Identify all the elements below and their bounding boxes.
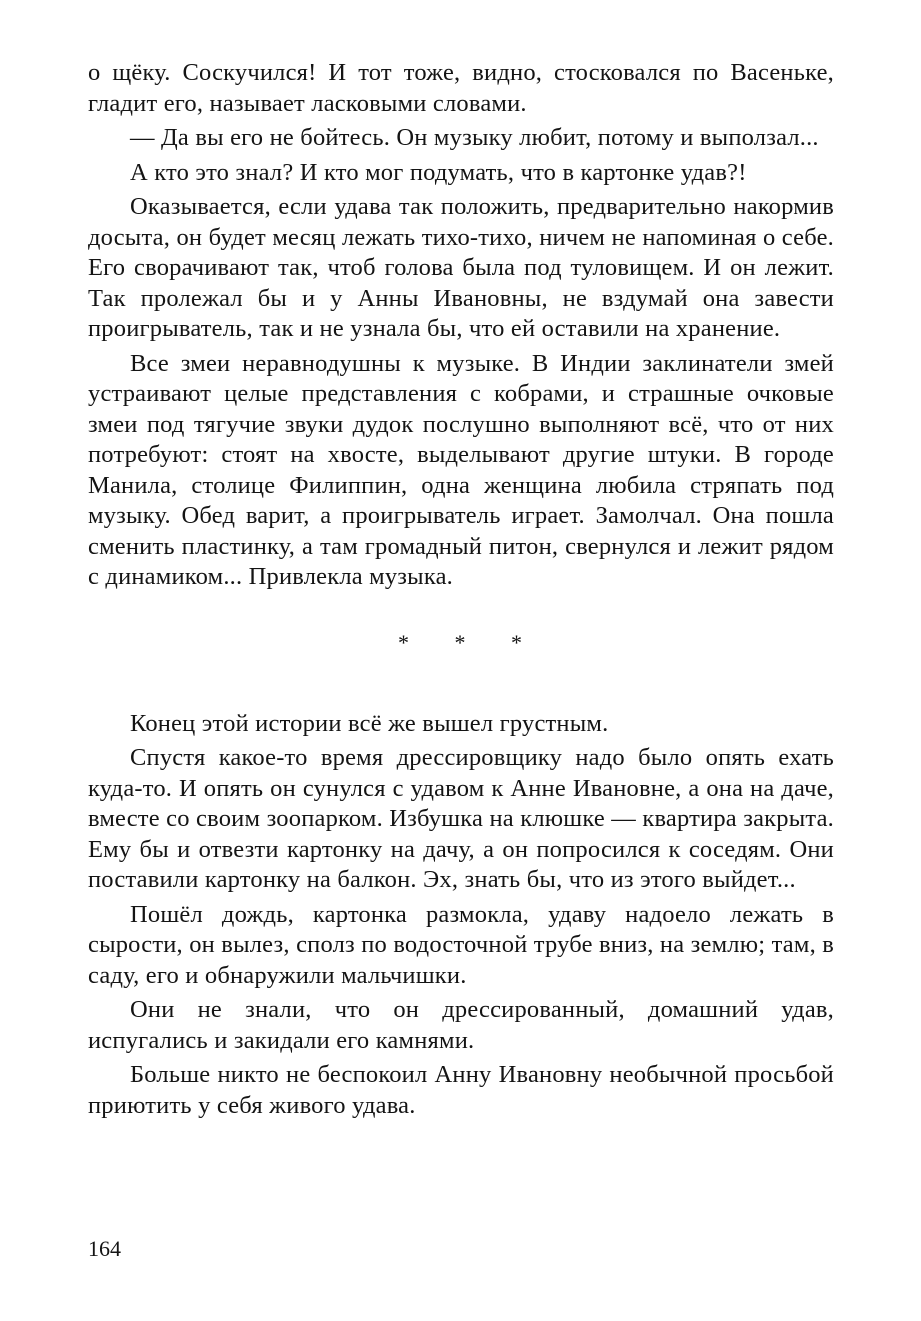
- paragraph: Они не знали, что он дрессированный, домашний удав, испугались и закидали его камнями.: [88, 996, 834, 1054]
- paragraph: А кто это знал? И кто мог подумать, что в картонке удав?!: [130, 158, 747, 186]
- paragraph: Все змеи неравнодушны к музыке. В Индии заклинатели змей устраивают целые представления с кобрами, и страшные очковые змеи под тягучие звуки дудок послушно выполняют всё, что от них потребуют: стоят на хвосте, выделывают другие штуки. В городе Манила, столице Филиппин, одна женщина любила стряпать под музыку. Обед варит, а проигрыватель играет. Замолчал. Она пошла сменить пластинку, а там громадный питон, свернулся и лежит рядом с динамиком... Привлекла музыка.: [88, 349, 834, 590]
- paragraph: Спустя какое-то время дрессировщику надо было опять ехать куда-то. И опять он сунулся с удавом к Анне Ивановне, а она на даче, вместе со своим зоопарком. Избушка на клюшке — квартира закрыта. Ему бы и отвезти картонку на дачу, а он попросился к соседям. Они поставили картонку на балкон. Эх, знать бы, что из этого выйдет...: [88, 744, 834, 893]
- section-separator: * * *: [398, 629, 542, 655]
- paragraph: Больше никто не беспокоил Анну Ивановну необычной просьбой приютить у себя живого удава.: [88, 1061, 834, 1119]
- paragraph: Конец этой истории всё же вышел грустным.: [130, 709, 609, 737]
- paragraph: Пошёл дождь, картонка размокла, удаву надоело лежать в сырости, он вылез, сполз по водосточной трубе вниз, на землю; там, в саду, его и обнаружили мальчишки.: [88, 900, 834, 989]
- paragraph: о щёку. Соскучился! И тот тоже, видно, стосковался по Васеньке, гладит его, называет ласковыми словами.: [88, 59, 834, 117]
- page-body: [88, 58, 834, 1125]
- page-number: 164: [88, 1236, 121, 1261]
- paragraph: — Да вы его не бойтесь. Он музыку любит, потому и выползал...: [130, 124, 819, 151]
- paragraph: Оказывается, если удава так положить, предварительно накормив досыта, он будет месяц лежать тихо-тихо, ничем не напоминая о себе. Его сворачивают так, чтоб голова была под туловищем. И он лежит. Так пролежал бы и у Анны Ивановны, не вздумай она завести проигрыватель, так и не узнала бы, что ей оставили на хранение.: [88, 193, 834, 342]
